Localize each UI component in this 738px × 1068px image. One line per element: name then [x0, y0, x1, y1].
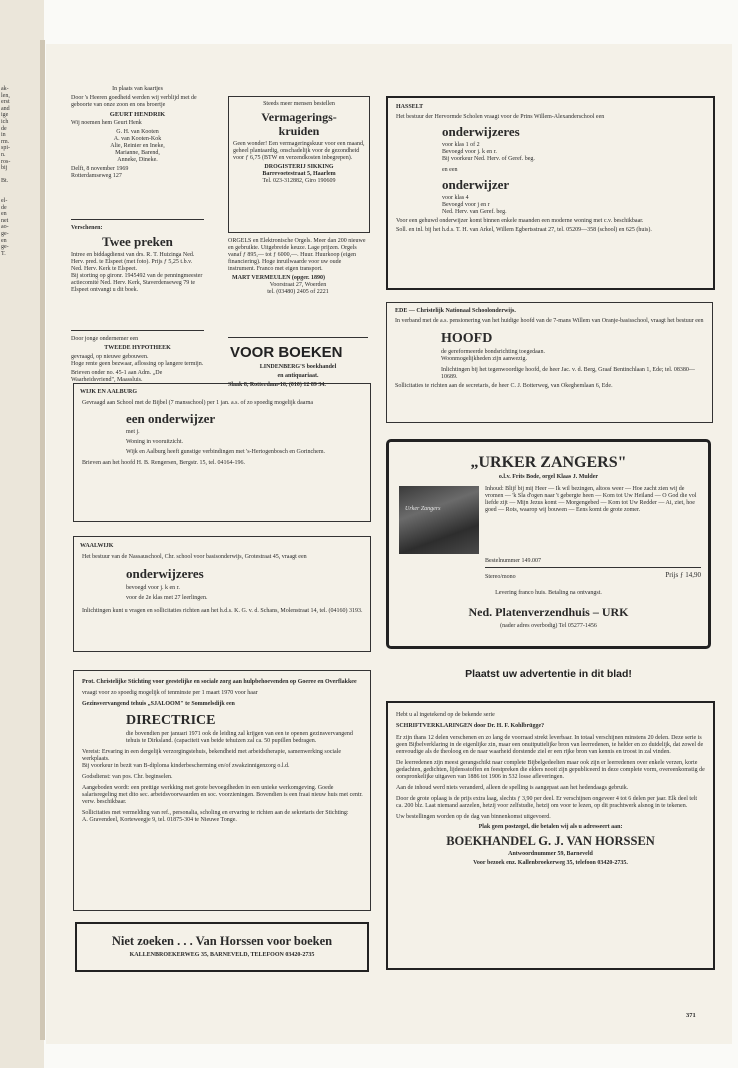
directrice-tehuis: Gezinsvervangend tehuis „SJALOOM" te Sommelsdijk een — [82, 701, 235, 707]
hasselt-requirements-1: voor klas 1 of 2 Bevoegd voor j. k en r. Bij voorkeur Ned. Herv. of Geref. beg. — [442, 142, 535, 162]
waalwijk-line-2: bevoegd voor j. k en r. — [126, 585, 180, 591]
kohlbrugge-p5: Uw bestellingen worden op de dag van binnenkomst uitgevoerd. — [396, 814, 551, 820]
boeken-line-2: en antiquariaat. — [277, 373, 319, 379]
hasselt-ad — [386, 96, 715, 290]
urker-address: (nader adres overbodig) Tel 05277-1456 — [500, 623, 597, 629]
hasselt-title-1: onderwijzeres — [442, 124, 520, 139]
ede-title: HOOFD — [441, 331, 493, 346]
waalwijk-header: WAALWIJK — [80, 543, 114, 549]
kohlbrugge-company: BOEKHANDEL G. J. VAN HORSSEN — [446, 834, 655, 848]
kohlbrugge-p4: Door de grote oplaag is de prijs extra laag, slechts ƒ 3,90 per deel. Er verschijnen ongeveer 4 tot 6 delen per jaar. Elk deel telt ca. 200 blz. Laat niemand aarzelen, hetzij voor zelfstudie, hetzij om voor te lezen, op dit prachtwerk alsnog in te tekenen. — [396, 796, 698, 809]
urker-bestelnummer: Bestelnummer 149.007 — [485, 558, 541, 564]
boeken-address: Slaak 8, Rotterdam-16, (010) 12 89 34. — [228, 382, 326, 388]
orgels-address: Voorstraat 27, Woerden tel. (03480) 2405 of 2221 — [267, 282, 329, 295]
directrice-ad — [73, 670, 371, 911]
hasselt-header: HASSELT — [396, 104, 424, 110]
preken-label: Verschenen: — [71, 225, 103, 231]
advertise-banner: Plaatst uw advertentie in dit blad! — [465, 668, 632, 680]
kruiden-phone: Tel. 023-312882, Giro 190609 — [262, 178, 336, 184]
kohlbrugge-p3: Aan de inhoud werd niets veranderd, alleen de spelling is aangepast aan het hedendaags gebruik. — [396, 785, 629, 791]
ede-text: In verband met de a.s. pensionering van het huidige hoofd van de 7-mans Willem van Oranje-basisschool, vraagt het bestuur een — [395, 318, 704, 324]
waalwijk-contact: Inlichtingen kunt u vragen en sollicitaties richten aan het h.d.s. K. G. v. d. Schans, Molenstraat 14, tel. (04160) 3193. — [82, 608, 363, 614]
urker-inhoud: Inhoud: Blijf bij mij Heer — Ik wil bezingen, altoos weer — Hoe zacht zien wij de vromen — 'k Sla d'ogen naar 't gebergte heen — Kom tot Uw Heiland — O God die vol liefde zijt — Mijn Jezus komt — Morgengebed — Kom tot Uw Redder — Ai, ziet, hoe goed — Rots, waarop wij bouwen — Eens komt de grote zomer. — [485, 486, 697, 513]
hypotheek-ad — [71, 336, 204, 386]
kohlbrugge-p2: De leerredenen zijn meest gerangschikt naar complete Bijbelgedeelten maar ook zijn er leerredenen over enkele verzen, korte gedachten, gedichten, lijdensstoffen en feestpreken die elders nooit zijn gepubliceerd in deze complete vorm, overeenkomstig de oorspronkelijke uitgaven van 1886 tot 1906 in 532 losse afleveringen. — [396, 760, 705, 780]
kohlbrugge-p1: Er zijn thans 12 delen verschenen en zo lang de voorraad strekt leverbaar. In totaal verschijnen minstens 20 delen. Deze serie is geen Bijbelverklaring in de eigenlijke zin, maar een onuitputtelijke bron van leerredenen, te helder en zo duidelijk, dat zowel de eenvoudige als de theoloog en de naar waarheid dorstende ziel er een rijke bron van kennis en troost in zal vinden. — [396, 735, 704, 755]
urker-company: Ned. Platenverzendhuis – URK — [468, 605, 629, 619]
urker-stereo: Stereo/mono — [485, 574, 516, 580]
directrice-aangeboden: Aangeboden wordt: een prettige werkking met grote bevoegdheden in een unieke werkomgeving. Goede salarisregeling met dito sec. arbeidsvoorwaarden en soc. voorzieningen. Bovendien is een fraai nieuw huis met centr. verw. beschikbaar. — [82, 785, 363, 805]
birth-family: G. H. van Kooten A. van Kooten-Kok Alie, Reinier en Ineke, Marianne, Barend, Anneke, Dineke. — [110, 129, 165, 163]
kruiden-title: Vermagerings- kruiden — [261, 110, 337, 138]
orgels-company: MART VERMEULEN (opger. 1890) — [232, 275, 326, 281]
directrice-vereist: Vereist: Ervaring in een dergelijk verzorgingstehuis, bekendheid met arbeidstherapie, samenwerking sociale werkplaats. Bij voorkeur in bezit van B-diploma kinderbescherming en/of zwakzinnigenzorg o.l.d. — [82, 749, 342, 769]
kruiden-text: Geen wonder! Een vermageringskuur voor een maand, geheel plantaardig, onschadelijk voor de gezondheid voor ƒ 6,75 (BTW en verzendkosten inbegrepen). — [233, 141, 365, 161]
hasselt-housing: Voor een gehuwd onderwijzer komt binnen enkele maanden een moderne woning met c.v. beschikbaar. — [396, 218, 644, 224]
kruiden-intro: Steeds meer mensen bestellen — [263, 101, 335, 107]
divider — [485, 567, 701, 568]
kruiden-company: DROGISTERIJ SIKKING — [264, 164, 334, 170]
ede-requirements: de gereformeerde bondsrichting toegedaan. Woonmogelijkheden zijn aanwezig. — [441, 349, 545, 362]
twee-preken-ad — [71, 225, 204, 294]
kohlbrugge-visit: Voor bezoek enz. Kallenbroekerweg 35, telefoon 03420-2735. — [473, 860, 628, 866]
kohlbrugge-intro: Hebt u al ingetekend op de bekende serie — [396, 712, 495, 718]
directrice-text: vraagt voor zo spoedig mogelijk of tenminste per 1 maart 1970 voor haar — [82, 690, 258, 696]
hasselt-and: en een — [442, 167, 458, 173]
urker-levering: Levering franco huis. Betaling na ontvangst. — [495, 590, 602, 596]
ede-inlichtingen: Inlichtingen bij het tegenwoordige hoofd, de heer Jac. v. d. Berg, Graaf Bentinchlaan 1, Ede; tel. 08380—10689. — [441, 367, 695, 380]
previous-page-text: ak- len, erst and ige ich de in rm. spi- n. ros- bij Bt. el- de en net ao- ge- en ge- T. — [1, 86, 11, 257]
preken-title: Twee preken — [102, 234, 173, 249]
birth-name: GEURT HENDRIK — [109, 111, 166, 118]
birth-place: Delft, 8 november 1969 Rotterdamseweg 127 — [71, 166, 129, 179]
hypotheek-title: TWEEDE HYPOTHEEK — [104, 345, 171, 351]
wijk-header: WIJK EN AALBURG — [80, 389, 138, 395]
directrice-sollicitaties: Sollicitaties met vermelding van ref., personalia, scholing en ervaring te richten aan de sekretaris der Stichting: A. Gravendeel, Korteweegje 9, tel. 01875-304 te Nieuwe Tonge. — [82, 810, 349, 823]
urker-price: Prijs ƒ 14,90 — [665, 571, 701, 579]
horssen-banner-address: KALLENBROEKERWEG 35, BARNEVELD, TELEFOON 03420-2735 — [129, 952, 315, 958]
directrice-header: Prot. Christelijke Stichting voor geestelijke en sociale zorg aan hulpbehoevenden op Goeree en Overflakkee — [82, 679, 357, 685]
waalwijk-text: Het bestuur van de Nassauschool, Chr. school voor basisonderwijs, Grotestraat 45, vraagt een — [82, 554, 307, 560]
boeken-title: VOOR BOEKEN — [230, 344, 343, 361]
wijk-line-3: Woning in vooruitzicht. — [126, 439, 184, 445]
wijk-contact: Brieven aan het hoofd H. B. Rengersen, Bergstr. 15, tel. 04164-196. — [82, 460, 246, 466]
birth-intro: In plaats van kaartjes — [112, 86, 163, 92]
kruiden-ad — [228, 96, 370, 233]
divider — [71, 330, 204, 331]
directrice-text-2: die bovendien per januari 1971 ook de leiding zal krijgen van een te openen gezinsvervangend tehuis te Dirksland. (capaciteit van beide tehuizen zal ca. 50 pupillen bedragen. — [126, 731, 353, 744]
record-cover-image — [399, 486, 479, 554]
directrice-title: DIRECTRICE — [126, 713, 216, 728]
hasselt-requirements-2: voor klas 4 Bevoegd voor j en r Ned. Herv. van Geref. beg. — [442, 195, 507, 215]
hypotheek-intro: Door jonge ondernemer een — [71, 336, 139, 342]
page-number: 371 — [686, 1012, 696, 1019]
directrice-godsdienst: Godsdienst: van pos. Chr. beginselen. — [82, 774, 173, 780]
urker-zangers-ad — [386, 439, 711, 649]
ede-sollicitaties: Sollicitaties te richten aan de secretaris, de heer C. J. Botterweg, van Okeghemlaan 6, Ede. — [395, 383, 613, 389]
record-cover-text: Urker Zangers — [405, 506, 441, 512]
birth-text: Door 's Heeren goedheid werden wij verblijd met de geboorte van onze zoon en ons broertje — [71, 95, 197, 108]
horssen-banner-title: Niet zoeken . . . Van Horssen voor boeken — [111, 934, 333, 948]
page-gutter — [40, 40, 45, 1040]
hasselt-contact: Soll. en inl. bij het h.d.s. T. H. van Arkel, Willem Egbertsstraat 27, tel. 05209—358 (school) en 625 (huis). — [396, 227, 652, 233]
hasselt-title-2: onderwijzer — [442, 177, 510, 192]
wijk-aalburg-ad — [73, 383, 371, 522]
birth-announcement — [71, 86, 204, 182]
birth-text-2: Wij noemen hem Geurt Henk — [71, 120, 142, 126]
kohlbrugge-antwoord: Antwoordnummer 59, Barneveld — [508, 851, 593, 857]
hypotheek-reply: Brieven onder no. 45-1 aan Adm. „De Waarheidsvriend", Maassluis. — [71, 370, 163, 383]
orgels-ad — [228, 238, 368, 296]
wijk-title: een onderwijzer — [126, 411, 216, 426]
van-horssen-banner — [75, 922, 369, 972]
hasselt-text: Het bestuur der Hervormde Scholen vraagt voor de Prins Willem-Alexanderschool een — [396, 114, 605, 120]
kohlbrugge-series: SCHRIFTVERKLARINGEN door Dr. H. F. Kohlbrügge? — [396, 723, 545, 729]
divider — [71, 219, 204, 220]
waalwijk-title: onderwijzeres — [126, 566, 204, 581]
kruiden-address: Barrevoetestraat 5, Haarlem — [262, 171, 336, 177]
preken-text: Intree en biddagdienst van drs. R. T. Huizinga Ned. Herv. pred. te Elspeet (met foto). Prijs ƒ 5,25 t.b.v. Ned. Herv. Kerk te Elspeet. Bij storting op gironr. 1945492 van de penningmeester actiecomité Ned. Herv. Kerk, Staverdenseweg 79 te Elspeet ontvangt u dit boek. — [71, 252, 203, 293]
hypotheek-text: gevraagd, op nieuwe gebouwen. Hoge rente geen bezwaar, aflossing op langere termijn. — [71, 354, 204, 367]
waalwijk-line-3: voor de 2e klas met 27 leerlingen. — [126, 595, 208, 601]
wijk-line-2: met j. — [126, 429, 140, 435]
kohlbrugge-p6: Plak geen postzegel, die betalen wij als u adresseert aan: — [478, 824, 623, 830]
boeken-line-1: LINDENBERG'S boekhandel — [259, 364, 337, 370]
wijk-text: Gevraagd aan School met de Bijbel (7 mansschool) per 1 jan. a.s. of zo spoedig mogelijk daarna — [82, 400, 314, 406]
wijk-line-4: Wijk en Aalburg heeft gunstige verbindingen met 's-Hertogenbosch en Gorinchem. — [126, 449, 326, 455]
divider — [228, 337, 368, 338]
kohlbrugge-ad — [386, 701, 715, 970]
ede-ad — [386, 302, 713, 423]
urker-subtitle: o.l.v. Frits Bode, orgel Klaas J. Mulder — [498, 474, 599, 480]
orgels-text: ORGELS en Elektronische Orgels. Meer dan 200 nieuwe en gebruikte. Uitgebreide keuze. Lage prijzen. Orgels vanaf ƒ 895,— tot ƒ 6000,—. Huur. Huurkoop (eigen financiering). Hoge inruilwaarde voor uw oude instrument. Franco met eigen transport. — [228, 238, 366, 272]
waalwijk-ad — [73, 536, 371, 652]
ede-header: EDE — Christelijk Nationaal Schoolonderwijs. — [395, 308, 516, 314]
urker-title: „URKER ZANGERS" — [470, 454, 627, 471]
